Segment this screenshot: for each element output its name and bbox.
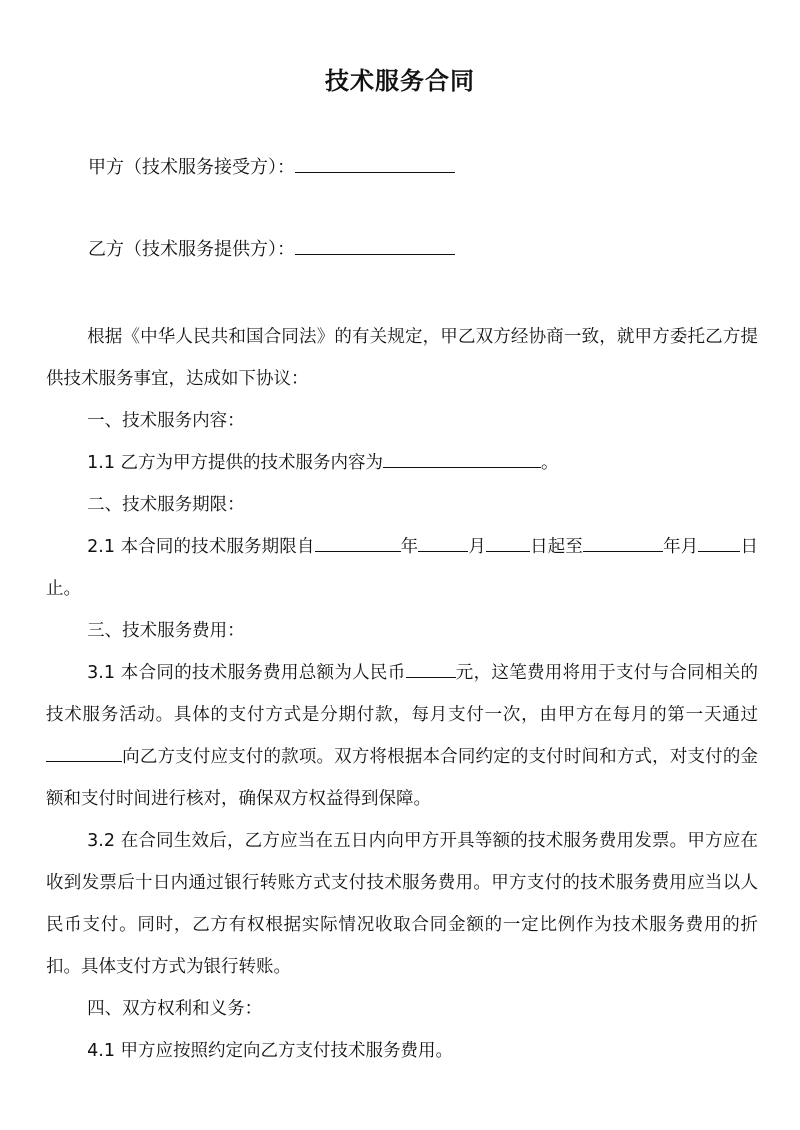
intro-paragraph: 根据《中华人民共和国合同法》的有关规定，甲乙双方经协商一致，就甲方委托乙方提供技术服务事宜，达成如下协议： xyxy=(46,327,758,389)
section-3-heading: 三、技术服务费用： xyxy=(87,621,245,641)
start-day-blank xyxy=(486,535,530,552)
clause-3-1-text-a: 3.1 本合同的技术服务费用总额为人民币 xyxy=(87,663,406,683)
party-b-line xyxy=(88,236,455,263)
clause-1-1 xyxy=(46,442,758,484)
document-title: 技术服务合同 xyxy=(325,67,475,95)
clause-2-1 xyxy=(46,526,758,610)
clause-3-1 xyxy=(46,652,758,820)
clause-4-1: 4.1 甲方应按照约定向乙方支付技术服务费用。 xyxy=(87,1041,454,1061)
clause-3-1-text-c: 向乙方支付应支付的款项。双方将根据本合同约定的支付时间和方式，对支付的金额和支付时间进行核对，确保双方权益得到保障。 xyxy=(46,747,758,809)
fee-amount-blank xyxy=(406,661,456,678)
party-b-blank xyxy=(295,236,455,255)
clause-2-1-text: 2.1 本合同的技术服务期限自 xyxy=(87,537,315,557)
clause-3-1-text-b: 元，这笔费用将用于支付与合同相关的技术服务活动。具体的支付方式是分期付款，每月支付一次，由甲方在每月的第一天通过 xyxy=(46,663,758,725)
start-month-blank xyxy=(418,535,468,552)
party-a-label: 甲方（技术服务接受方）： xyxy=(88,157,295,178)
party-b-label: 乙方（技术服务提供方）： xyxy=(88,239,295,260)
section-1-heading: 一、技术服务内容： xyxy=(87,411,245,431)
day-to-label: 日起至 xyxy=(530,537,584,557)
payment-method-blank xyxy=(46,745,122,762)
year-label: 年 xyxy=(400,537,419,557)
end-day-label: 日止。 xyxy=(46,537,759,599)
party-a-blank xyxy=(295,154,455,173)
clause-1-1-text: 1.1 乙方为甲方提供的技术服务内容为 xyxy=(87,453,384,473)
section-2-heading: 二、技术服务期限： xyxy=(87,495,245,515)
month-label: 月 xyxy=(468,537,487,557)
clause-1-1-end: 。 xyxy=(541,453,559,473)
end-year-label: 年 xyxy=(663,537,681,557)
end-day-blank xyxy=(698,535,740,552)
end-month-label: 月 xyxy=(680,537,699,557)
section-4-heading: 四、双方权利和义务： xyxy=(87,999,263,1019)
end-year-blank xyxy=(583,535,663,552)
clause-3-2: 3.2 在合同生效后，乙方应当在五日内向甲方开具等额的技术服务费用发票。甲方应在收到发票后十日内通过银行转账方式支付技术服务费用。甲方支付的技术服务费用应当以人民币支付。同时，乙方有权根据实际情况收取合同金额的一定比例作为技术服务费用的折扣。具体支付方式为银行转账。 xyxy=(46,831,758,977)
service-content-blank xyxy=(383,451,541,468)
start-year-blank xyxy=(315,535,401,552)
party-a-line xyxy=(88,154,455,181)
contract-body xyxy=(46,316,758,1072)
